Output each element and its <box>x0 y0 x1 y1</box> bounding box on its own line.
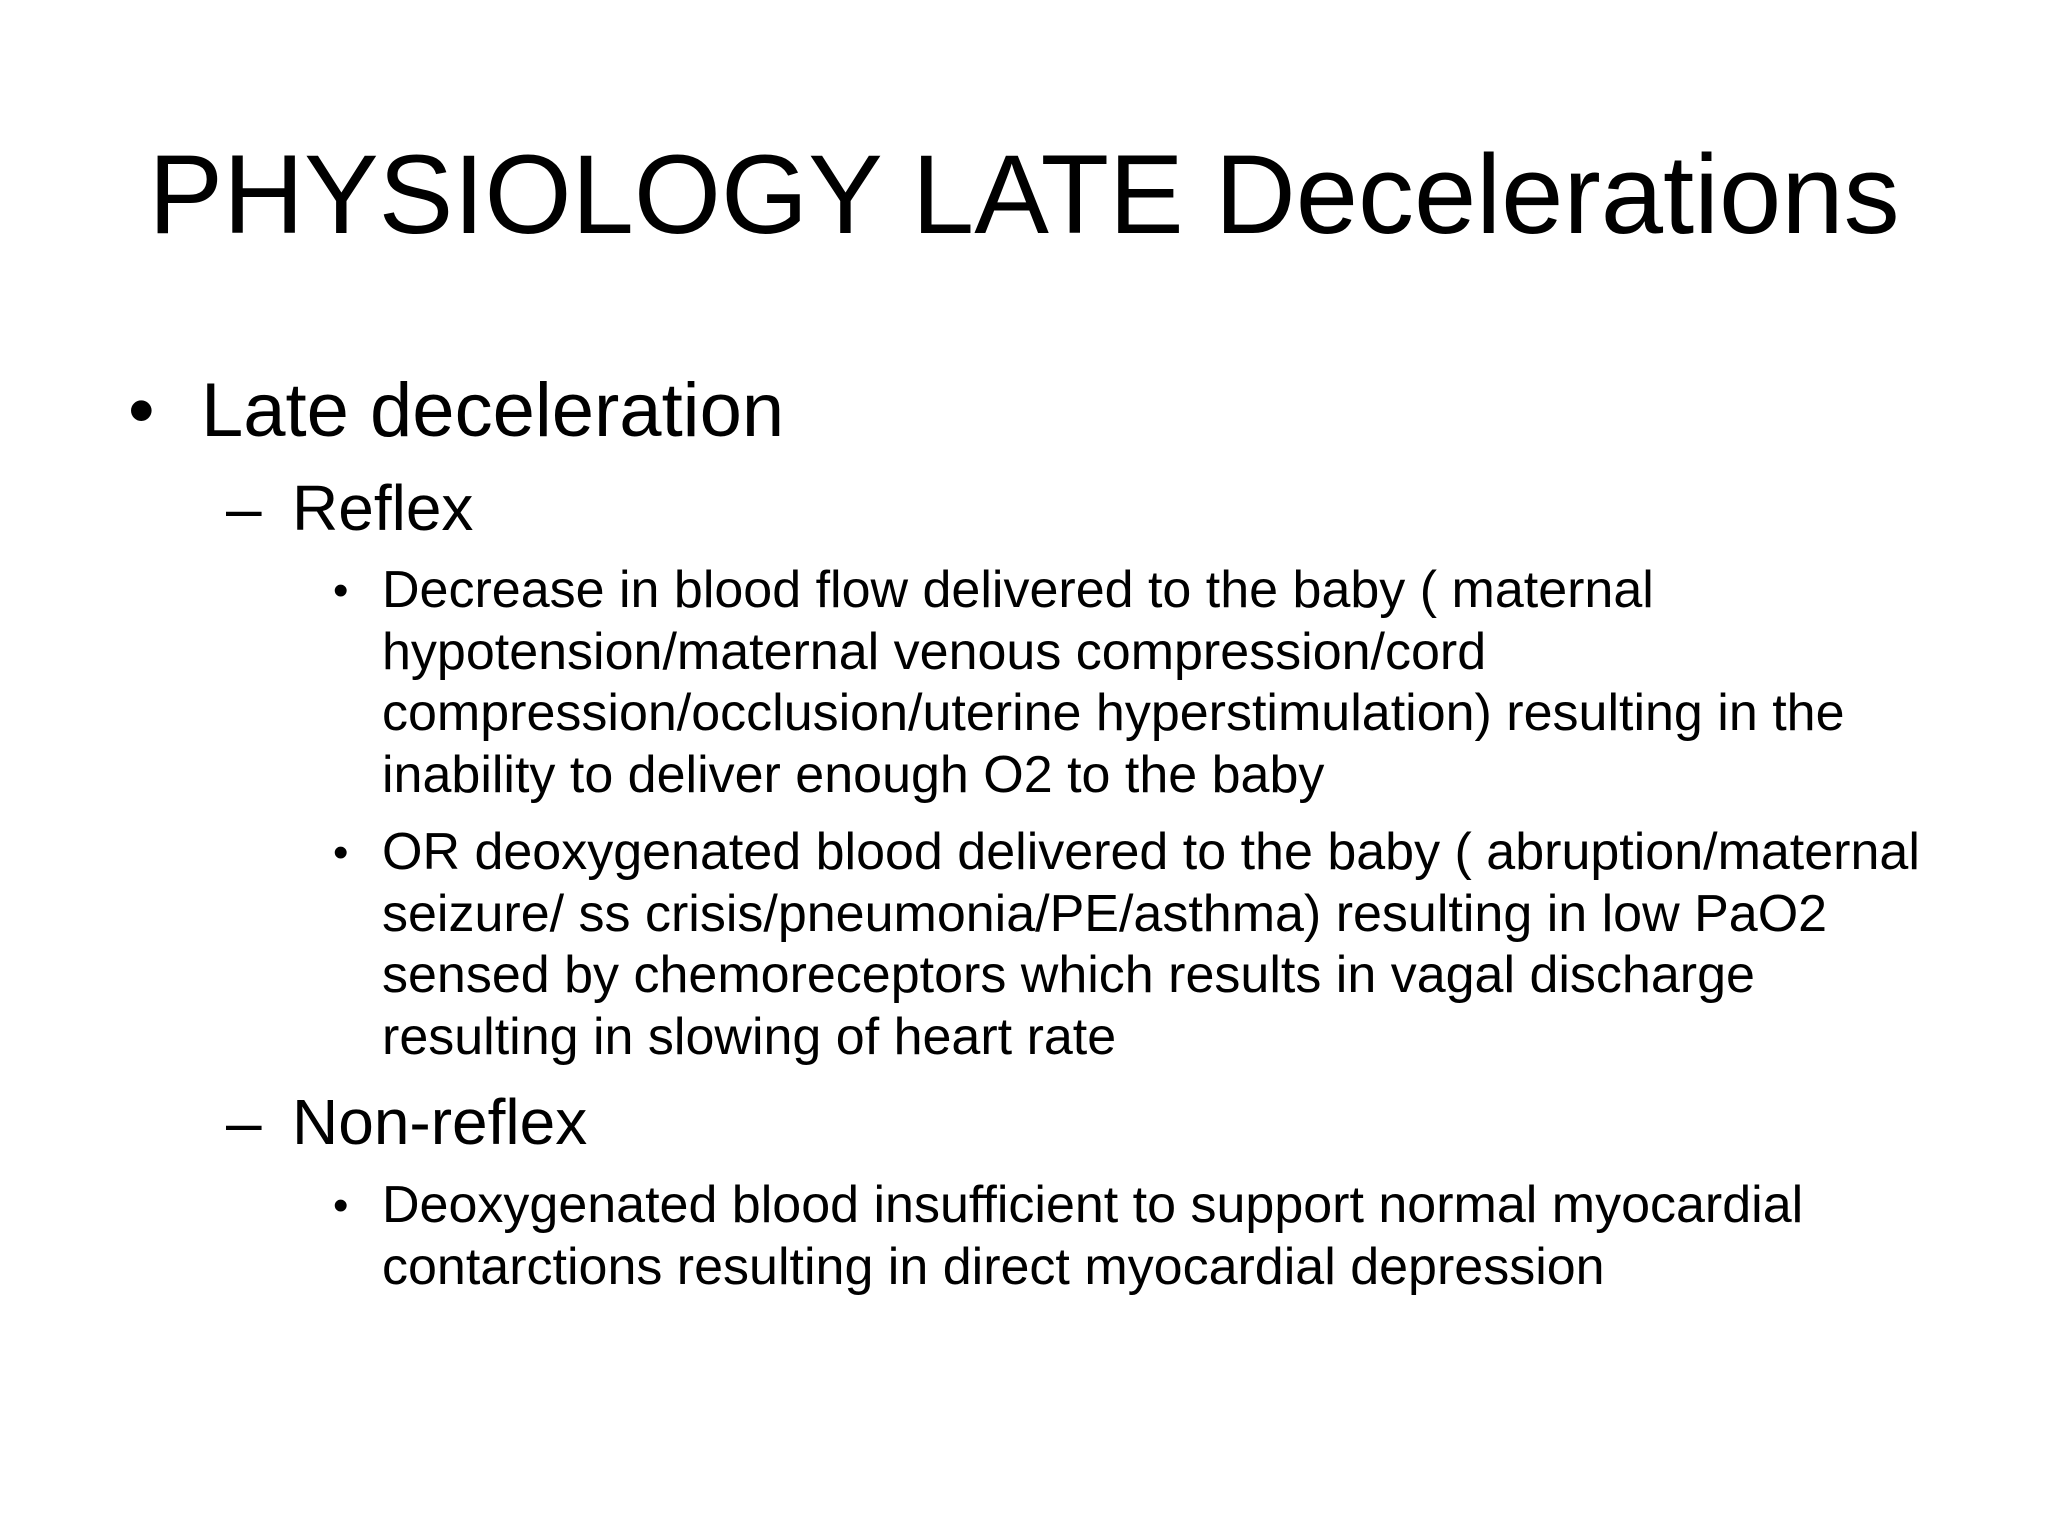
bullet-text: Late deceleration <box>201 368 785 453</box>
sub-bullet-text: OR deoxygenated blood delivered to the baby ( abruption/maternal seizure/ ss crisis/pneumonia/PE/asthma) resulting in low PaO2 sensed by chemoreceptors which results in vagal discharge resulting in slowing of heart rate <box>382 823 1920 1066</box>
sub-bullet-reflex-2 <box>333 822 1973 1068</box>
sub-bullet-text: Decrease in blood flow delivered to the baby ( maternal hypotension/maternal venous compression/cord compression/occlusion/uterine hyperstimulation) resulting in the inability to deliver enough O2 to the baby <box>382 561 1845 804</box>
sub-bullet-marker: • <box>333 566 349 615</box>
sub-bullet-marker: • <box>333 1181 349 1230</box>
sub-heading-text: Reflex <box>292 472 474 544</box>
bullet-marker: • <box>128 368 155 453</box>
sub-bullet-non-reflex-1 <box>333 1175 1973 1298</box>
sub-heading-non-reflex <box>226 1084 587 1160</box>
slide-title: PHYSIOLOGY LATE Decelerations <box>148 132 1900 257</box>
sub-bullet-text: Deoxygenated blood insufficient to support normal myocardial contarctions resulting in direct myocardial depression <box>382 1176 1804 1296</box>
dash-marker: – <box>226 1086 262 1158</box>
sub-heading-text: Non-reflex <box>292 1086 588 1158</box>
sub-bullet-reflex-1 <box>333 560 1973 806</box>
sub-heading-reflex <box>226 470 473 546</box>
sub-bullet-marker: • <box>333 828 349 877</box>
dash-marker: – <box>226 472 262 544</box>
bullet-late-deceleration <box>128 365 784 457</box>
